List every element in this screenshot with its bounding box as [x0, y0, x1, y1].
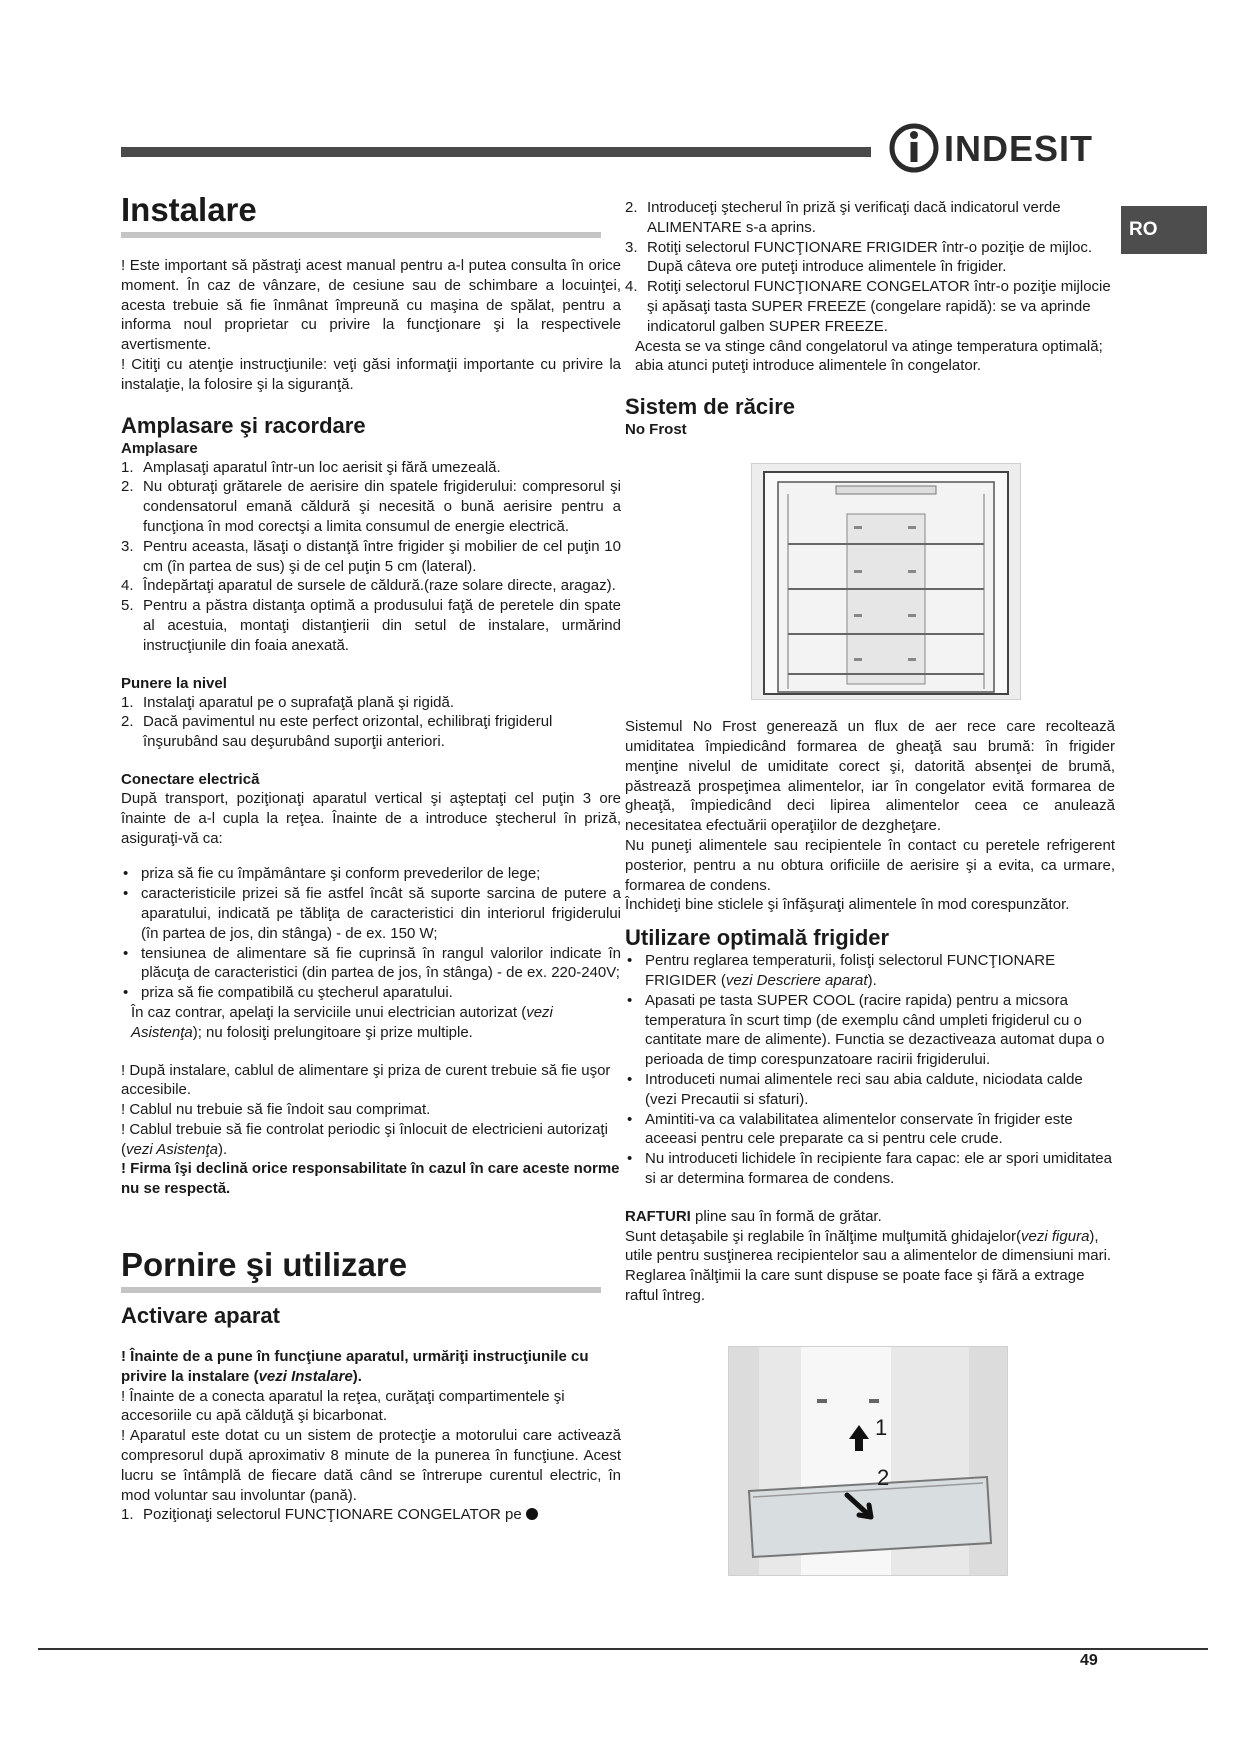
- placement-heading: Amplasare şi racordare: [121, 412, 366, 438]
- warning-4: ! Firma îşi declină orice responsabilitate în cazul în care aceste norme nu se respectă.: [121, 1160, 620, 1198]
- list-item: • Amintiti-va ca valabilitatea alimentelor conservate în frigider este aceeasi pentru cele preparate ca si pentru cele crude.: [625, 1110, 1115, 1150]
- activation-note-3: ! Aparatul este dotat cu un sistem de protecţie a motorului care activează compresorul după aproximativ 8 minute de la punerea în funcţiune. Acest lucru se întâmplă de fiecare dată când se întrerupe curentul electric, în mod voluntar sau involuntar (pană).: [121, 1427, 621, 1504]
- install-intro-2: ! Citiţi cu atenţie instrucţiunile: veţi găsi informaţii importante cu privire la instalaţie, la folosire şi la siguranţă.: [121, 355, 621, 393]
- nofrost-para-1: Sistemul No Frost generează un flux de aer rece care recoltează umiditatea împiedicând formarea de gheaţă sau brumă: în frigider menţine nivelul de umiditate corect şi, datorită absenţei de brumă, păstrează prospeţimea alimentelor, iar în congelator evită formarea de gheaţă, împiedicând deci lipirea alimentelor ceea ce anulează necesitatea efectuării operaţiilor de dezgheţare.: [625, 718, 1115, 835]
- language-tab: RO: [1121, 206, 1207, 254]
- electric-list: [121, 864, 621, 1003]
- optimal-list: [625, 951, 1115, 1189]
- warning-3: ! Cablul trebuie să fie controlat periodic şi înlocuit de electricieni autorizaţi (vezi Asistenţa).: [121, 1120, 608, 1158]
- header-rule: [121, 147, 871, 157]
- list-item: 4. Rotiţi selectorul FUNCŢIONARE CONGELATOR într-o poziţie mijlocie şi apăsaţi tasta SUPER FREEZE (congelare rapidă): se va aprinde indicatorul galben SUPER FREEZE.: [625, 278, 1111, 335]
- install-title: Instalare: [121, 191, 257, 228]
- warning-2: ! Cablul nu trebuie să fie îndoit sau comprimat.: [121, 1101, 431, 1119]
- footer-rule: [38, 1648, 1208, 1650]
- optimal-heading: Utilizare optimală frigider: [625, 925, 890, 951]
- list-item: • priza să fie cu împământare şi conform prevederilor de lege;: [121, 864, 621, 884]
- electric-contrary: În caz contrar, apelaţi la serviciile unui electrician autorizat (vezi Asistenţa); nu folosiţi prelungitoare şi prize multiple.: [131, 1003, 553, 1041]
- activation-note-1: ! Înainte de a pune în funcţiune aparatul, urmăriţi instrucţiunile cu privire la instalare (vezi Instalare).: [121, 1348, 589, 1385]
- start-title: Pornire şi utilizare: [121, 1246, 408, 1284]
- list-item: • tensiunea de alimentare să fie cuprinsă în rangul valorilor indicate în plăcuţa de caracteristici (din partea de jos, în stânga) - de ex. 220-240V;: [121, 944, 621, 984]
- shelf-figure: [728, 1346, 1008, 1576]
- list-item: 2. Introduceţi ştecherul în priză şi verificaţi dacă indicatorul verde ALIMENTARE s-a aprins.: [625, 199, 1061, 236]
- list-item: • caracteristicile prizei să fie astfel încât să suporte sarcina de putere a aparatului, indicată pe tăbliţa de caracteristici din interiorul frigiderului (în partea de jos, din stânga) - de ex. 150 W;: [121, 884, 621, 943]
- nofrost-subheading: No Frost: [625, 421, 687, 439]
- list-item: • Pentru reglarea temperaturii, folisţi selectorul FUNCŢIONARE FRIGIDER (vezi Descriere aparat).: [625, 951, 1115, 991]
- activation-note-2: ! Înainte de a conecta aparatul la reţea, curăţaţi compartimentele şi accesoriile cu apă călduţă şi bicarbonat.: [121, 1387, 565, 1425]
- indesit-logo: [888, 118, 1108, 178]
- electric-intro: După transport, poziţionaţi aparatul vertical şi aşteptaţi cel puţin 3 ore înainte de a-l cupla la reţea. Înainte de a introduce ştecherul în priză, asiguraţi-vă ca:: [121, 789, 621, 847]
- list-item: 1. Poziţionaţi selectorul FUNCŢIONARE CONGELATOR pe: [121, 1505, 621, 1525]
- list-item: 4. Îndepărtaţi aparatul de sursele de căldură.(raze solare directe, aragaz).: [121, 577, 616, 595]
- nofrost-para-3: Închideţi bine sticlele şi înfăşuraţi alimentele în mod corespunzător.: [625, 896, 1070, 914]
- shelves-text: Sunt detaşabile şi reglabile în înălţime mulţumită ghidajelor(vezi figura), utile pentru susţinerea recipientelor sau a alimentelor de dimensiuni mari. Reglarea înălţimii la care sunt dispuse se poate face şi fără a extrage raftul întreg.: [625, 1227, 1112, 1304]
- placement-list: [121, 458, 621, 656]
- left-column: [121, 190, 621, 1525]
- page-number: 49: [1080, 1652, 1098, 1669]
- level-list: [121, 693, 621, 752]
- placement-subheading: Amplasare: [121, 439, 198, 457]
- shelves-title: RAFTURI pline sau în formă de grătar.: [625, 1207, 882, 1225]
- right-column: [625, 198, 1115, 1306]
- list-item: 5. Pentru a păstra distanţa optimă a produsului faţă de peretele din spate al acestuia, montaţi distanţierii din setul de instalare, urmărind instrucţiunile din foaia anexată.: [121, 597, 621, 654]
- list-item: 1. Instalaţi aparatul pe o suprafaţă plană şi rigidă.: [121, 693, 455, 711]
- electric-subheading: Conectare electrică: [121, 770, 260, 788]
- list-item: 1. Amplasaţi aparatul într-un loc aerisit şi fără umezeală.: [121, 458, 501, 476]
- list-item: • priza să fie compatibilă cu ştecherul aparatului.: [121, 983, 621, 1003]
- step4-note: Acesta se va stinge când congelatorul va atinge temperatura optimală; abia atunci puteţi introduce alimentele în congelator.: [635, 337, 1103, 375]
- start-title-block: [121, 1245, 621, 1293]
- list-item: 3. Pentru aceasta, lăsaţi o distanţă între frigider şi mobilier de cel puţin 10 cm (în partea de sus) şi de cel puţin 5 cm (lateral).: [121, 537, 621, 575]
- list-item: • Introduceti numai alimentele reci sau abia caldute, niciodata calde (vezi Precautii si sfaturi).: [625, 1070, 1115, 1110]
- list-item: 2. Dacă pavimentul nu este perfect orizontal, echilibraţi frigiderul înşurubând sau deşurubând suporţii anteriori.: [121, 713, 553, 751]
- list-item: 3. Rotiţi selectorul FUNCŢIONARE FRIGIDER într-o poziţie de mijloc. După câteva ore puteţi introduce alimentele în frigider.: [625, 238, 1093, 276]
- level-subheading: Punere la nivel: [121, 674, 227, 692]
- logo-text: INDESIT: [944, 128, 1094, 169]
- list-item: • Apasati pe tasta SUPER COOL (racire rapida) pentru a micsora temperatura în scurt timp (de exemplu când umpleti frigiderul cu o cantitate mare de alimente). Functia se dezactiveaza automat dupa o perioada de timp corespunzatoare racirii frigiderului.: [625, 991, 1115, 1070]
- warning-1: ! După instalare, cablul de alimentare şi priza de curent trebuie să fie uşor accesibile.: [121, 1061, 611, 1099]
- figure-label-2: 2: [877, 1465, 890, 1490]
- freezer-dial-icon: [526, 1508, 538, 1520]
- install-title-block: [121, 190, 621, 238]
- title-underline: [121, 1287, 601, 1293]
- cooling-heading: Sistem de răcire: [625, 394, 795, 420]
- nofrost-figure: [751, 463, 1021, 700]
- nofrost-para-2: Nu puneţi alimentele sau recipientele în contact cu peretele refrigerent posterior, pentru a nu obtura orificiile de aerisire şi a evita, ca urmare, formarea de condens.: [625, 836, 1115, 894]
- install-intro-1: ! Este important să păstraţi acest manual pentru a-l putea consulta în orice moment. În caz de vânzare, de cesiune sau de schimbare a locuinţei, acesta trebuie să fie înmânat împreună cu maşina de spălat, pentru a informa noul proprietar cu privire la funcţionare şi la respectivele avertismente.: [121, 257, 621, 354]
- figure-label-1: 1: [875, 1415, 888, 1440]
- title-underline: [121, 232, 601, 238]
- activation-list: [121, 1505, 621, 1525]
- activation-heading: Activare aparat: [121, 1303, 280, 1329]
- activation-steps-cont: [625, 198, 1115, 337]
- list-item: • Nu introduceti lichidele în recipiente fara capac: ele ar spori umiditatea si ar determina formarea de condens.: [625, 1149, 1115, 1189]
- list-item: 2. Nu obturaţi grătarele de aerisire din spatele frigiderului: compresorul şi condensatorul emană căldură şi necesită o bună aerisire pentru a funcţiona în mod corectşi a limita consumul de energie electrică.: [121, 478, 621, 535]
